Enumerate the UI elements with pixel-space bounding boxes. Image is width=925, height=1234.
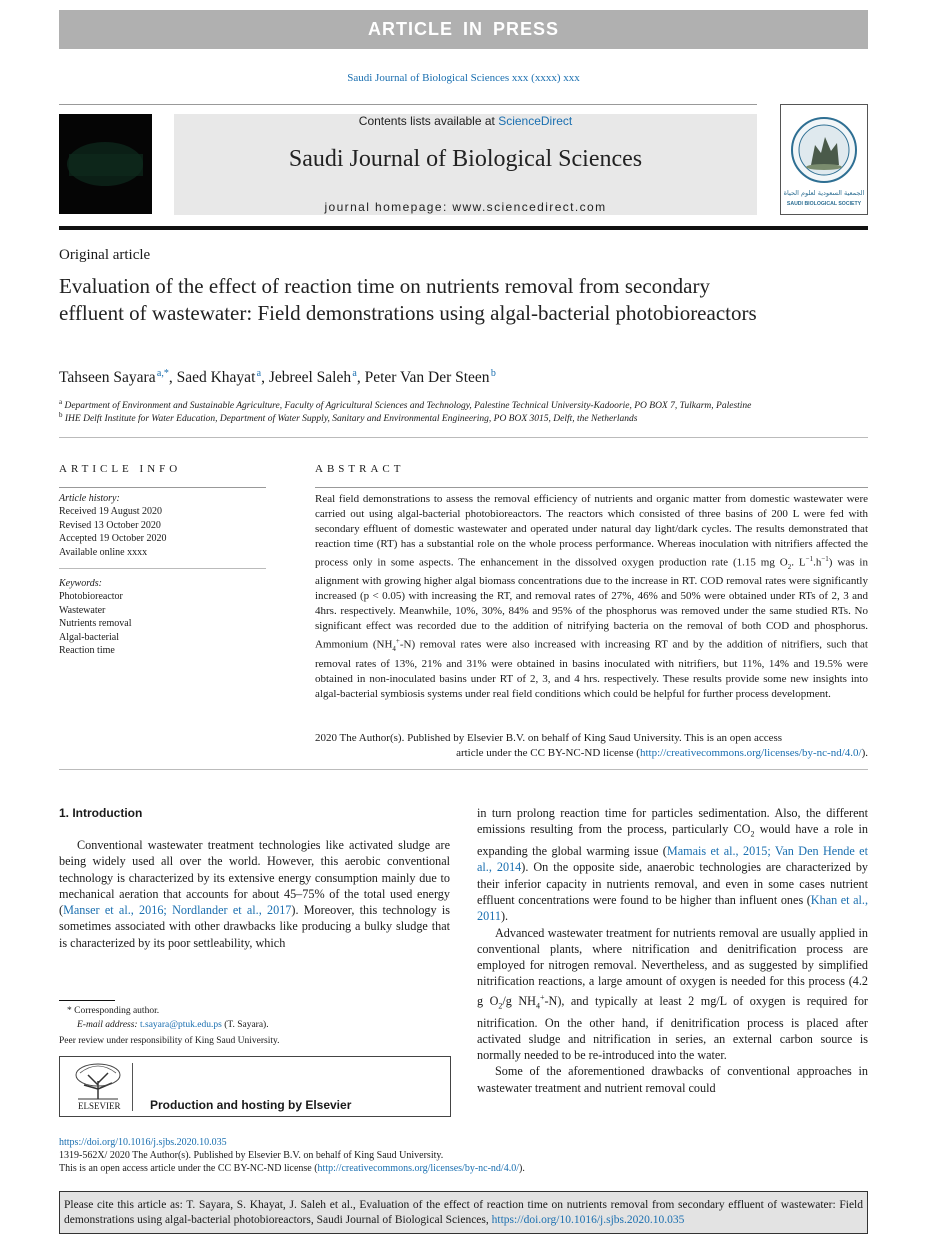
article-title: Evaluation of the effect of reaction time on nutrients removal from secondary effluent of wastewater: Field demonstrations using algal-bacterial photobioreactors <box>59 274 757 325</box>
keywords-label: Keywords: <box>59 578 102 589</box>
doi-link[interactable]: https://doi.org/10.1016/j.sjbs.2020.10.035 <box>59 1137 227 1148</box>
author-affiliation-mark[interactable]: a <box>256 368 262 379</box>
history-item: Available online xxxx <box>59 546 148 558</box>
footnote-rule <box>59 1000 115 1001</box>
saudi-biological-society-logo <box>780 104 868 215</box>
paragraph: Conventional wastewater treatment technologies like activated sludge are being widely used all over the world. However, this aerobic conventional technology is characterized by its extensive energy consumption mainly due to mechanical aeration that accounts for about 45–75% of the total used energy (Manser et al., 2016; Nordlander et al., 2017). Moreover, this technology is sometimes associated with other drawbacks like producing a bulky sludge that is characterized by its poor settleability, which <box>59 838 451 950</box>
keywords <box>59 577 131 657</box>
author-affiliation-mark[interactable]: b <box>490 368 496 379</box>
email-note: E-mail address: t.sayara@ptuk.edu.ps (T. Sayara). <box>77 1020 269 1030</box>
keyword-item: Photobioreactor <box>59 591 123 603</box>
divider <box>132 1063 133 1111</box>
license-link[interactable]: http://creativecommons.org/licenses/by-nc-nd/4.0/ <box>317 1163 519 1174</box>
keyword-item: Nutrients removal <box>59 618 132 630</box>
body-column-right <box>477 805 868 1096</box>
contents-line <box>174 114 757 128</box>
abstract-body: Real field demonstrations to assess the removal efficiency of nutrients and organic matter from domestic wastewater were carried out using algal-bacterial photobioreactors. The reactors which consisted of three basins of 200 L were fed with secondary effluent of domestic wastewater and operated under natural day light/dark cycles. The results demonstrated that reaction time (RT) has a substantial role on the whole process performance. Whereas inoculation with nitrifiers affected the process only in some aspects. The enhancement in the dissolved oxygen production rate (1.15 mg $O_2$. $L^{-1}.h^{-1}$) was in alignment with growing higher algal biomass concentrations due to the increase in RT. COD removal rates were significantly increased (p < 0.05) with increasing the RT, and removal rates of 27%, 46% and 50% were obtained under RTs of 2, 3 and 4hrs. respectively. Meanwhile, 10%, 30%, 84% and 95% of the phosphorus was removed under the same studied RTs. No significant effect was recorded due to the addition of nitrifying bacteria on the removal of both COD and phosphorus. Ammonium $(NH_4^+-N)$ removal rates were also increased with increasing RT and by the addition of nitrifiers, such that removal rates of 13%, 21% and 31% were obtained in basins inoculated with nitrifiers, but 11%, 14% and 19.5% were obtained in non-inoculated basins under RT of 2, 3, and 4 hrs. respectively. These results provide some new insights into algal-bacterial symbiosis systems under real field conditions which could be helpful for further process development. <box>315 493 868 700</box>
issn-line: 1319-562X/ 2020 The Author(s). Published by Elsevier B.V. on behalf of King Saud University. <box>59 1150 444 1161</box>
divider <box>59 769 868 770</box>
history-item: Accepted 19 October 2020 <box>59 533 167 545</box>
abstract-copyright <box>315 731 868 761</box>
author-affiliation-mark[interactable]: a,* <box>156 368 169 379</box>
abstract-heading: ABSTRACT <box>315 463 405 475</box>
author-list: Tahseen Sayara $^{a,*}$, Saed Khayat $^a$, Jebreel Saleh $^a$, Peter Van Der Steen $^b$ <box>59 368 496 387</box>
contents-prefix: Contents lists available at <box>358 114 499 128</box>
divider <box>315 487 868 488</box>
divider <box>59 568 266 569</box>
header-top-rule <box>59 104 757 105</box>
corresponding-author-note: * Corresponding author. <box>67 1006 160 1016</box>
article-history <box>59 492 166 559</box>
author-email-link[interactable]: t.sayara@ptuk.edu.ps <box>139 1020 222 1030</box>
open-access-line: This is an open access article under the CC BY-NC-ND license (http://creativecommons.org/licenses/by-nc-nd/4.0/). <box>59 1163 525 1174</box>
society-arabic-name: الجمعية السعودية لعلوم الحياة <box>783 189 865 197</box>
affiliation-b: $^b$ IHE Delft Institute for Water Education, Department of Water Supply, Sanitary and Environmental Engineering, PO BOX 3015, Delft, the Netherlands <box>59 411 638 425</box>
divider <box>59 437 868 438</box>
citation-link[interactable]: Khan et al., 2011 <box>477 892 868 924</box>
society-emblem-icon <box>781 105 867 214</box>
elsevier-tree-icon <box>59 114 152 214</box>
header-thick-rule <box>59 226 868 230</box>
author-name: Saed Khayat <box>176 369 256 387</box>
author-name: Peter Van Der Steen <box>364 369 490 387</box>
elsevier-logo <box>59 114 152 214</box>
license-link[interactable]: http://creativecommons.org/licenses/by-nc-nd/4.0/ <box>639 746 862 759</box>
journal-reference[interactable]: Saudi Journal of Biological Sciences xxx (xxxx) xxx <box>347 72 580 84</box>
paragraph: Some of the aforementioned drawbacks of conventional approaches in wastewater treatment and nutrient removal could <box>477 1064 868 1095</box>
article-history-label: Article history: <box>59 493 120 504</box>
elsevier-tree-icon <box>70 1061 126 1101</box>
article-in-press-banner: ARTICLE IN PRESS <box>59 10 868 49</box>
affiliation-a: $^a$ Department of Environment and Sustainable Agriculture, Faculty of Agricultural Sciences and Technology, Palestine Technical University-Kadoorie, PO BOX 7, Tulkarm, Palestine <box>59 398 752 412</box>
paragraph: Advanced wastewater treatment for nutrients removal are usually applied in conventional plants, where nitrification and denitrification process are employed for nitrogen removal. Nevertheless, and as suggested by simplified nitrification reactions, a large amount of oxygen is needed for this process (4.2 g $O_2/g$ $NH_4^+-N$), and typically at least 2 mg/L of oxygen is required for nitrification. On the other hand, if denitrification process is placed after activated sludge and nitrification in series, an external carbon source is normally needed to be re-introduced into the water. <box>477 925 868 1063</box>
introduction-heading: 1. Introduction <box>59 806 143 820</box>
citation-box: Please cite this article as: T. Sayara, S. Khayat, J. Saleh et al., Evaluation of the effect of reaction time on nutrients removal from secondary effluent of wastewater: Field demonstrations using algal-bacterial photobioreactors, Saudi Journal of Biological Sciences, https://doi.org/10.1016/j.sjbs.2020.10.035 <box>59 1191 868 1234</box>
article-type: Original article <box>59 247 151 263</box>
keyword-item: Wastewater <box>59 604 106 616</box>
production-text: Production and hosting by Elsevier <box>150 1098 352 1112</box>
citation-link[interactable]: Mamais et al., 2015; Van Den Hende et al., 2014 <box>477 844 868 875</box>
author-name: Tahseen Sayara <box>59 369 156 387</box>
author-affiliation-mark[interactable]: a <box>352 368 357 379</box>
journal-name: Saudi Journal of Biological Sciences <box>288 146 643 172</box>
history-item: Received 19 August 2020 <box>59 506 163 518</box>
author-name: Jebreel Saleh <box>268 369 352 387</box>
license-line: article under the CC BY-NC-ND license (http://creativecommons.org/licenses/by-nc-nd/4.0/). <box>456 746 868 759</box>
keyword-item: Algal-bacterial <box>59 631 119 643</box>
history-item: Revised 13 October 2020 <box>59 519 161 531</box>
society-name: SAUDI BIOLOGICAL SOCIETY <box>786 201 862 207</box>
sciencedirect-link[interactable]: ScienceDirect <box>498 114 573 128</box>
divider <box>59 487 266 488</box>
peer-review-note: Peer review under responsibility of King Saud University. <box>59 1036 280 1046</box>
keyword-item: Reaction time <box>59 645 115 657</box>
production-box <box>59 1056 451 1117</box>
body-column-left <box>59 837 450 951</box>
copyright-line: 2020 The Author(s). Published by Elsevier B.V. on behalf of King Saud University. This is an open access <box>315 732 783 744</box>
paragraph: in turn prolong reaction time for particles sedimentation. Also, the different emissions resulting from the process, particularly $CO_2$ would have a role in expanding the global warming issue (Mamais et al., 2015; Van Den Hende et al., 2014). On the opposite side, anaerobic technologies are characterized by their inferior capacity in nutrients removal, and even in some cases nutrient effluent concentrations were found to be higher than influent ones (Khan et al., 2011). <box>477 806 869 924</box>
journal-homepage[interactable]: journal homepage: www.sciencedirect.com <box>324 200 607 214</box>
citation-doi-link[interactable]: https://doi.org/10.1016/j.sjbs.2020.10.035 <box>491 1214 685 1226</box>
article-info-heading: ARTICLE INFO <box>59 463 182 475</box>
citation-link[interactable]: Manser et al., 2016; Nordlander et al., 2017 <box>63 903 292 918</box>
elsevier-wordmark: ELSEVIER <box>78 1101 121 1111</box>
